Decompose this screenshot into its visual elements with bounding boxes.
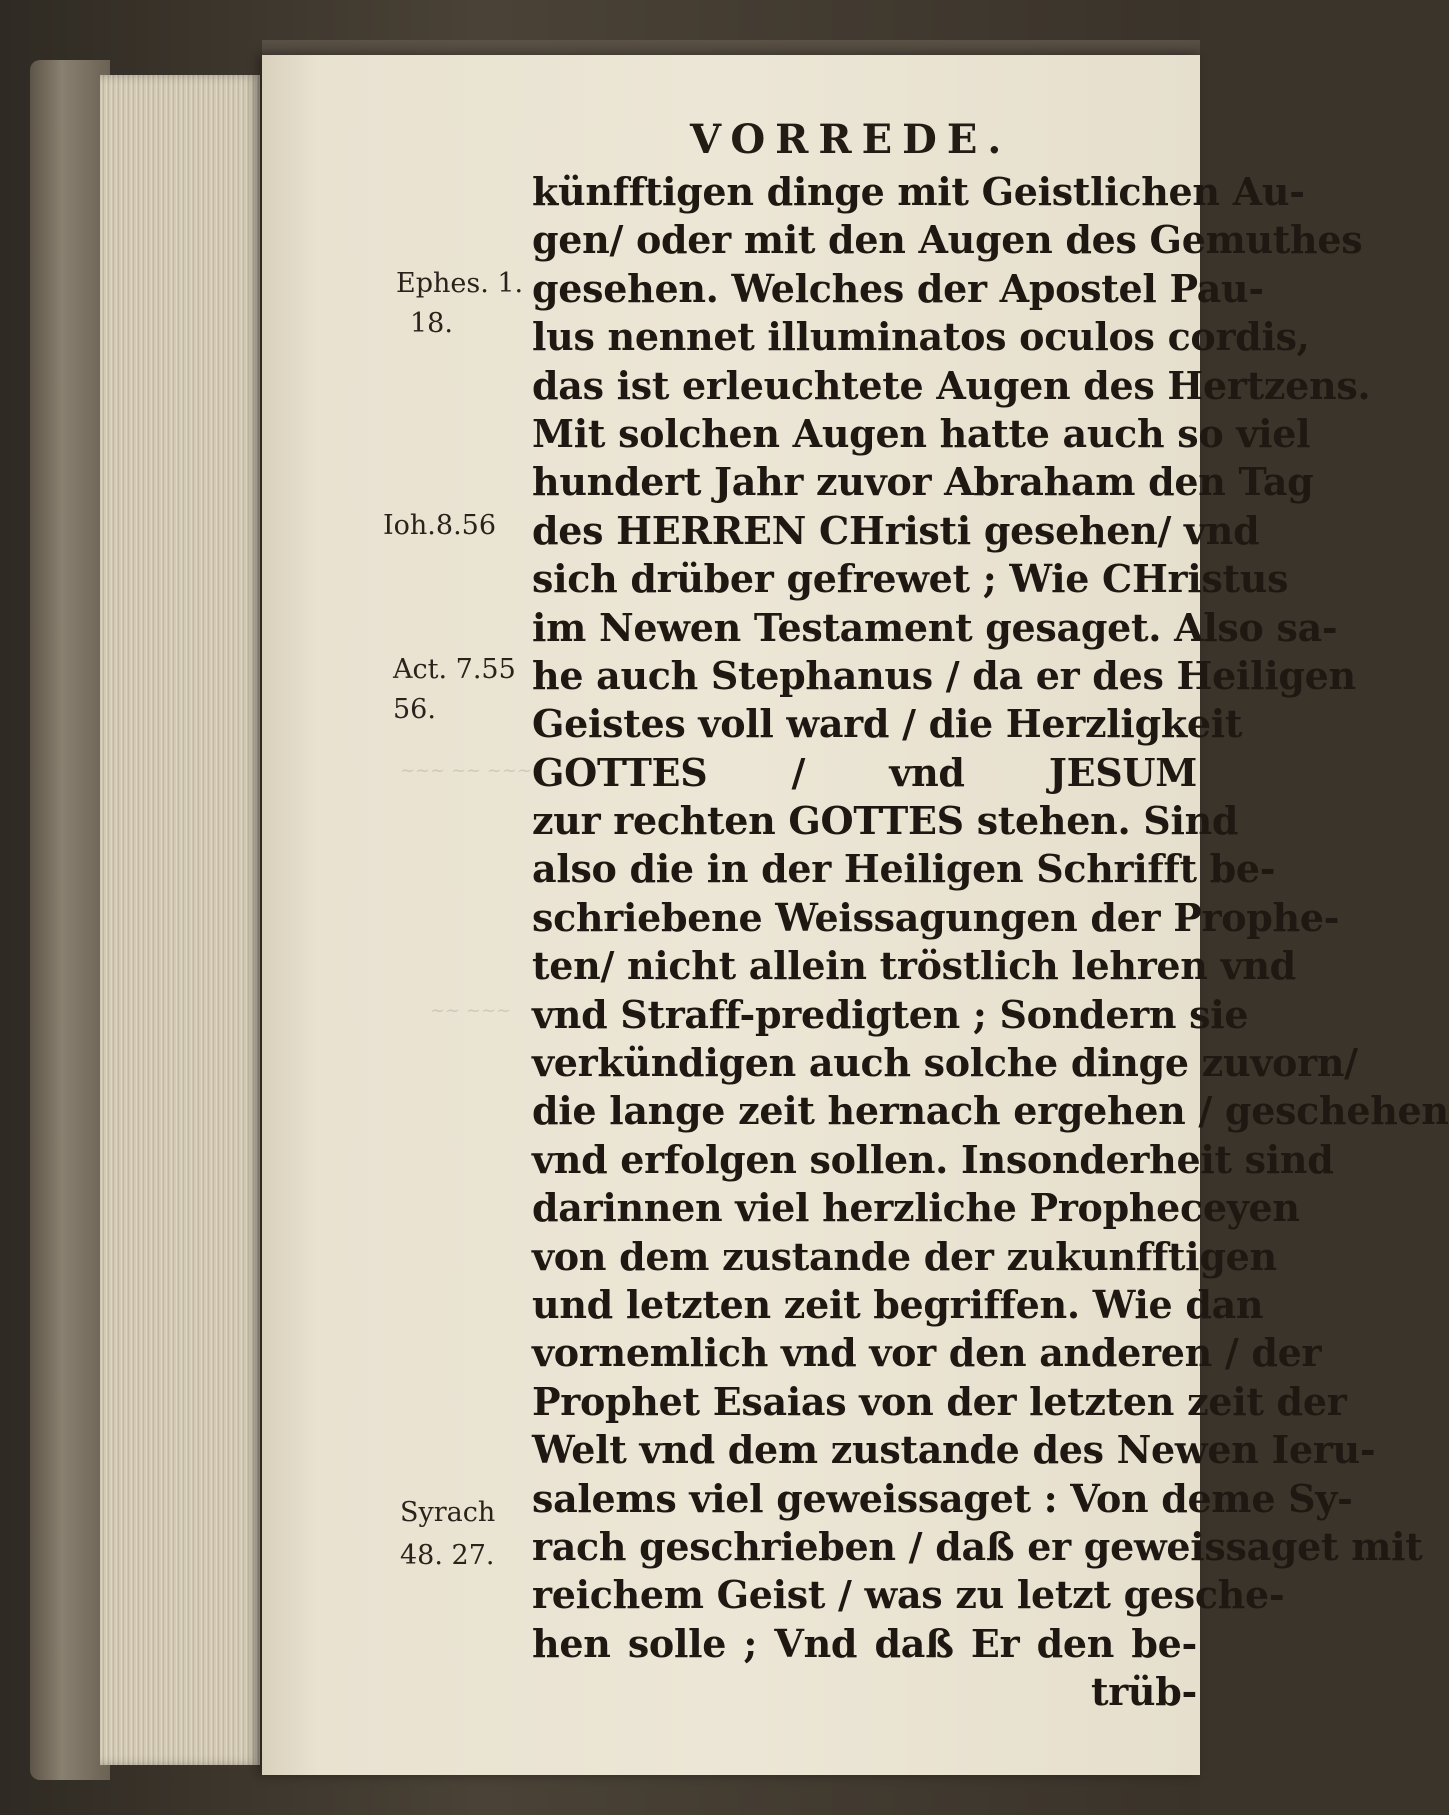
catchword: trüb- <box>1090 1669 1197 1715</box>
text-line: schriebene Weissagungen der Prophe- <box>532 894 1340 940</box>
text-line: hundert Jahr zuvor Abraham den Tag <box>532 459 1314 505</box>
text-line: vornemlich vnd vor den anderen / der <box>532 1330 1322 1376</box>
margin-note-syrach: Syrach <box>400 1497 496 1528</box>
margin-note-acts: Act. 7.55 <box>393 654 516 685</box>
body-text <box>532 168 1449 1717</box>
running-head: VORREDE. <box>690 116 1012 163</box>
margin-note-ephesians: Ephes. 1. <box>396 268 524 299</box>
margin-note-john: Ioh.8.56 <box>383 510 497 541</box>
text-line: von dem zustande der zukunfftigen <box>532 1233 1277 1279</box>
text-line: künfftigen dinge mit Geistlichen Au- <box>532 169 1305 214</box>
text-line: rach geschrieben / daß er geweissaget mit <box>532 1523 1423 1569</box>
text-line: des HERREN CHristi gesehen/ vnd <box>532 507 1260 553</box>
text-line: zur rechten GOTTES stehen. Sind <box>532 798 1239 844</box>
page-leaves-edge <box>100 75 260 1765</box>
text-line: hen solle ; Vnd daß Er den be- <box>532 1620 1197 1666</box>
text-line: also die in der Heiligen Schrifft be- <box>532 846 1276 892</box>
text-line: gen/ oder mit den Augen des Gemuthes <box>532 217 1363 263</box>
show-through-ink: ~~ ~~~ <box>430 1000 512 1021</box>
text-line: vnd Straff-predigten ; Sondern sie <box>532 991 1249 1037</box>
text-line: Welt vnd dem zustande des Newen Ieru- <box>532 1427 1376 1473</box>
text-line: im Newen Testament gesaget. Also sa- <box>532 604 1338 650</box>
text-line: gesehen. Welches der Apostel Pau- <box>532 265 1264 311</box>
text-line: Mit solchen Augen hatte auch so viel <box>532 410 1311 456</box>
text-line: salems viel geweissaget : Von deme Sy- <box>532 1475 1353 1521</box>
text-line: ten/ nicht allein tröstlich lehren vnd <box>532 943 1296 989</box>
text-line: verkündigen auch solche dinge zuvorn/ <box>532 1040 1358 1086</box>
margin-note-ephesians-verse: 18. <box>410 308 453 339</box>
text-line: he auch Stephanus / da er des Heiligen <box>532 652 1356 698</box>
book-cover-edge <box>30 60 110 1780</box>
margin-note-acts-verse: 56. <box>393 694 436 725</box>
text-line: die lange zeit hernach ergehen / geschehen <box>532 1088 1449 1134</box>
text-line: vnd erfolgen sollen. Insonderheit sind <box>532 1136 1334 1182</box>
text-line: lus nennet illuminatos oculos cordis, <box>532 314 1310 360</box>
text-line: reichem Geist / was zu letzt gesche- <box>532 1572 1285 1618</box>
text-line: das ist erleuchtete Augen des Hertzens. <box>532 362 1371 408</box>
text-line: darinnen viel herzliche Propheceyen <box>532 1185 1300 1231</box>
text-line: Geistes voll ward / die Herzligkeit <box>532 701 1243 747</box>
text-line: sich drüber gefrewet ; Wie CHristus <box>532 556 1289 602</box>
show-through-ink: ~~~ ~~ ~~~ <box>400 760 533 781</box>
margin-note-syrach-verse: 48. 27. <box>400 1540 495 1571</box>
text-line: und letzten zeit begriffen. Wie dan <box>532 1281 1264 1327</box>
text-line: GOTTES / vnd JESUM <box>532 749 1197 795</box>
text-line: Prophet Esaias von der letzten zeit der <box>532 1378 1347 1424</box>
